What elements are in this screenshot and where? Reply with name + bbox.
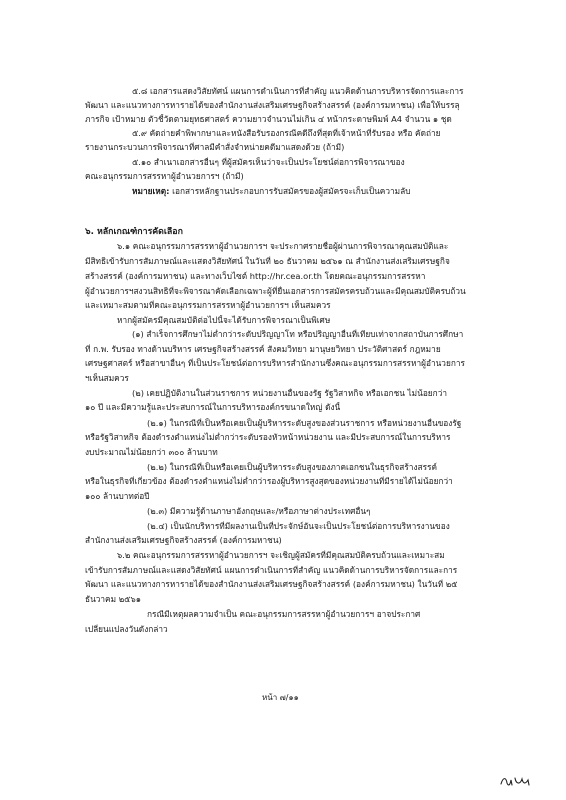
text-line: คณะอนุกรรมการสรรหาผู้อำนวยการฯ (ถ้ามี) bbox=[85, 171, 244, 181]
text-line: ๕.๑๐ สำเนาเอกสารอื่นๆ ที่ผู้สมัครเห็นว่าจะเป็นประโยชน์ต่อการพิจารณาของ bbox=[132, 157, 405, 167]
text-line: สำนักงานส่งเสริมเศรษฐกิจสร้างสรรค์ (องค์การมหาชน) bbox=[85, 535, 282, 545]
text-line: ๖.๒ คณะอนุกรรมการสรรหาผู้อำนวยการฯ จะเชิญผู้สมัครที่มีคุณสมบัติครบถ้วนและเหมาะสม bbox=[117, 550, 445, 560]
text-line: ผู้อำนวยการฯสงวนสิทธิที่จะพิจารณาคัดเลือกเฉพาะผู้ที่ยื่นเอกสารการสมัครครบถ้วนและมีคุณสมบัติครบถ้วน bbox=[85, 286, 466, 296]
text-line: (๒.๒) ในกรณีที่เป็นหรือเคยเป็นผู้บริหารระดับสูงของภาคเอกชนในธุรกิจสร้างสรรค์ bbox=[147, 462, 438, 472]
text-line: ๑๐ ปี และมีความรู้และประสบการณ์ในการบริหารองค์กรขนาดใหญ่ ดังนี้ bbox=[85, 402, 341, 412]
note-label: หมายเหตุ: bbox=[132, 186, 170, 196]
text-line: (๒.๓) มีความรู้ด้านภาษาอังกฤษและ/หรือภาษาต่างประเทศอื่นๆ bbox=[147, 506, 371, 516]
text-line: ๑๐๐ ล้านบาทต่อปี bbox=[85, 491, 150, 501]
text-line: กรณีมีเหตุผลความจำเป็น คณะอนุกรรมการสรรหาผู้อำนวยการฯ อาจประกาศ bbox=[147, 609, 421, 619]
text-line: ๕.๙ คัดถ่ายคำพิพากษาและหนังสือรับรองกรณีคดีถึงที่สุดที่เจ้าหน้าที่รับรอง หรือ คัดถ่าย bbox=[132, 128, 441, 138]
section-heading: ๖. หลักเกณฑ์การคัดเลือก bbox=[85, 227, 183, 237]
text-line: (๒.๑) ในกรณีที่เป็นหรือเคยเป็นผู้บริหารระดับสูงของส่วนราชการ หรือหน่วยงานอื่นของรัฐ bbox=[147, 418, 462, 428]
text-line: พัฒนา และแนวทางการหารายได้ของสำนักงานส่งเสริมเศรษฐกิจสร้างสรรค์ (องค์การมหาชน) ในวันที่ ๒๕ bbox=[85, 579, 458, 589]
text-line: มีสิทธิเข้ารับการสัมภาษณ์และแสดงวิสัยทัศน์ ในวันที่ ๒๐ ธันวาคม ๒๕๖๑ ณ สำนักงานส่งเสริมเศรษฐกิจ bbox=[85, 256, 450, 266]
text-line: หากผู้สมัครมีคุณสมบัติต่อไปนี้จะได้รับการพิจารณาเป็นพิเศษ bbox=[117, 315, 331, 325]
text-line: สร้างสรรค์ (องค์การมหาชน) และทางเว็บไซต์ http://hr.cea.or.th โดยคณะอนุกรรมการสรรหา bbox=[85, 271, 426, 281]
text-line: ฯเห็นสมควร bbox=[85, 373, 129, 383]
text-line: (๒) เคยปฏิบัติงานในส่วนราชการ หน่วยงานอื่นของรัฐ รัฐวิสาหกิจ หรือเอกชน ไม่น้อยกว่า bbox=[132, 388, 448, 398]
text-line: งบประมาณไม่น้อยกว่า ๓๐๐ ล้านบาท bbox=[85, 447, 218, 457]
text-line: และเหมาะสมตามที่คณะอนุกรรมการสรรหาผู้อำนวยการฯ เห็นสมควร bbox=[85, 300, 331, 310]
text-line: ๕.๘ เอกสารแสดงวิสัยทัศน์ แผนการดำเนินการที่สำคัญ แนวคิดด้านการบริหารจัดการและการ bbox=[132, 86, 464, 96]
text-line: หรือในธุรกิจที่เกี่ยวข้อง ต้องดำรงตำแหน่งไม่ต่ำกว่ารองผู้บริหารสูงสุดของหน่วยงานที่มีรายได้ไม่น้อยกว่า bbox=[85, 476, 453, 486]
text-line: ที่ ก.พ. รับรอง ทางด้านบริหาร เศรษฐกิจสร้างสรรค์ สังคมวิทยา มานุษยวิทยา ประวัติศาสตร์ กฎหมาย bbox=[85, 344, 441, 354]
text-line: ธันวาคม ๒๕๖๑ bbox=[85, 594, 141, 604]
note-line bbox=[132, 186, 411, 197]
text-line: ภารกิจ เป้าหมาย ตัวชี้วัดตามยุทธศาสตร์ ความยาวจำนวนไม่เกิน ๔ หน้ากระดาษพิมพ์ A4 จำนวน ๑ ชุด bbox=[85, 114, 452, 124]
text-line: รายงานกระบวนการพิจารณาที่ศาลมีคำสั่งจำหน่ายคดีมาแสดงด้วย (ถ้ามี) bbox=[85, 142, 345, 152]
text-line: ๖.๑ คณะอนุกรรมการสรรหาผู้อำนวยการฯ จะประกาศรายชื่อผู้ผ่านการพิจารณาคุณสมบัติและ bbox=[117, 241, 449, 251]
note-text: เอกสารหลักฐานประกอบการรับสมัครของผู้สมัครจะเก็บเป็นความลับ bbox=[172, 186, 411, 196]
text-line: เศรษฐศาสตร์ หรือสาขาอื่นๆ ที่เป็นประโยชน์ต่อการบริหารสำนักงานซึ่งคณะอนุกรรมการสรรหาผู้อำนวยการ bbox=[85, 358, 465, 368]
text-line: เปลี่ยนแปลงวันดังกล่าว bbox=[85, 624, 168, 634]
text-line: พัฒนา และแนวทางการหารายได้ของสำนักงานส่งเสริมเศรษฐกิจสร้างสรรค์ (องค์การมหาชน) เพื่อให้บรรลุ bbox=[85, 100, 460, 110]
text-line: เข้ารับการสัมภาษณ์และแสดงวิสัยทัศน์ แผนการดำเนินการที่สำคัญ แนวคิดด้านการบริหารจัดการและการ bbox=[85, 565, 458, 575]
text-line: หรือรัฐวิสาหกิจ ต้องดำรงตำแหน่งไม่ต่ำกว่าระดับรองหัวหน้าหน่วยงาน และมีประสบการณ์ในการบริหาร bbox=[85, 432, 451, 442]
text-line: (๑) สำเร็จการศึกษาไม่ต่ำกว่าระดับปริญญาโท หรือปริญญาอื่นที่เทียบเท่าจากสถาบันการศึกษา bbox=[132, 329, 464, 339]
text-line: (๒.๔) เป็นนักบริหารที่มีผลงานเป็นที่ประจักษ์อันจะเป็นประโยชน์ต่อการบริหารงานของ bbox=[147, 521, 450, 531]
signature-mark bbox=[498, 774, 538, 788]
page-number: หน้า ๗/๑๑ bbox=[262, 693, 299, 702]
